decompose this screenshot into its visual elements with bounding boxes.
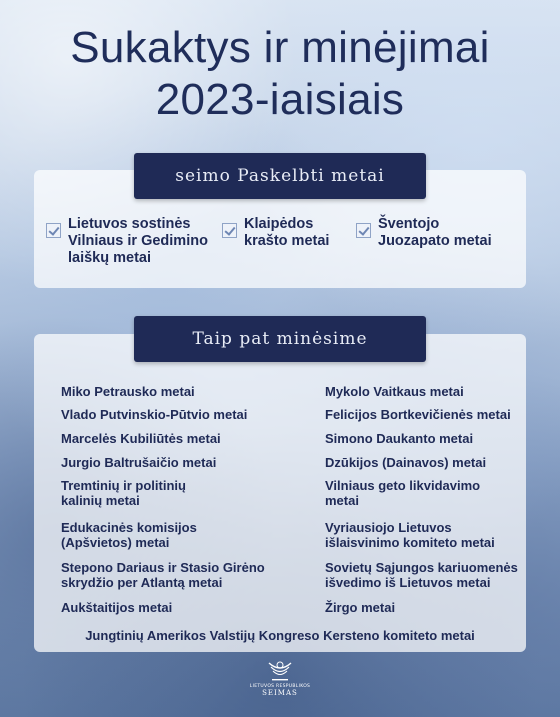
list-item-line: skrydžio per Atlantą metai — [61, 575, 223, 590]
list-item — [325, 520, 495, 550]
item-line: Vilniaus ir Gedimino — [68, 233, 208, 249]
list-item-line: Miko Petrausko metai — [61, 384, 195, 399]
list-item-line: Mykolo Vaitkaus metai — [325, 384, 464, 399]
title-line-1: Sukaktys ir minėjimai — [70, 23, 490, 72]
list-item — [61, 431, 221, 446]
declared-years-banner: seimo Paskelbti metai — [134, 153, 426, 199]
list-item-line: Tremtinių ir politinių — [61, 478, 186, 493]
list-item — [325, 407, 511, 422]
list-item-line: Felicijos Bortkevičienės metai — [325, 407, 511, 422]
list-item — [61, 520, 197, 550]
item-line: Klaipėdos — [244, 216, 314, 232]
list-item — [325, 600, 395, 615]
item-line: Šventojo — [378, 216, 440, 232]
seimas-logo — [244, 659, 316, 713]
list-item-line: kalinių metai — [61, 493, 140, 508]
list-item-line: išvedimo iš Lietuvos metai — [325, 575, 491, 590]
list-item — [61, 600, 172, 615]
item-line: krašto metai — [244, 233, 330, 249]
also-commemorated-banner: Taip pat minėsime — [134, 316, 426, 362]
list-item-line: Vyriausiojo Lietuvos — [325, 520, 452, 535]
logo-subtitle: LIETUVOS RESPUBLIKOS — [249, 684, 311, 689]
list-item-line: Žirgo metai — [325, 600, 396, 615]
list-item — [61, 478, 186, 508]
list-item-line: Marcelės Kubiliūtės metai — [61, 431, 221, 446]
list-item-line: Aukštaitijos metai — [61, 600, 173, 615]
list-item-line: išlaisvinimo komiteto metai — [325, 535, 495, 550]
list-item-line: Sovietų Sąjungos kariuomenės — [325, 560, 518, 575]
page-title — [0, 22, 560, 126]
item-line: Lietuvos sostinės — [68, 216, 191, 232]
declared-year-item — [222, 216, 329, 250]
checkbox-icon — [46, 223, 61, 238]
declared-year-item — [46, 216, 208, 267]
list-item — [61, 455, 216, 470]
list-item-line: Jurgio Baltrušaičio metai — [61, 455, 217, 470]
list-item-line: (Apšvietos) metai — [61, 535, 170, 550]
list-item — [61, 560, 265, 590]
list-item-line: Stepono Dariaus ir Stasio Girėno — [61, 560, 265, 575]
list-item — [61, 407, 247, 422]
list-item-line: Vilniaus geto likvidavimo — [325, 478, 481, 493]
checkbox-icon — [222, 223, 237, 238]
list-item — [325, 431, 473, 446]
list-item-line: metai — [325, 493, 359, 508]
logo-title: SEIMAS — [262, 689, 298, 697]
list-item — [325, 560, 518, 590]
list-item — [325, 455, 486, 470]
seimas-emblem-icon — [266, 659, 294, 683]
checkbox-icon — [356, 223, 371, 238]
item-line: Juozapato metai — [378, 233, 492, 249]
list-item-line: Simono Daukanto metai — [325, 431, 474, 446]
list-item — [325, 478, 480, 508]
list-item — [61, 384, 195, 399]
declared-year-item — [356, 216, 492, 250]
item-line: laiškų metai — [68, 250, 152, 266]
list-item-line: Edukacinės komisijos — [61, 520, 197, 535]
list-item-wide: Jungtinių Amerikos Valstijų Kongreso Kersteno komiteto metai — [85, 628, 475, 643]
title-line-2: 2023-iaisiais — [155, 75, 405, 124]
list-item — [325, 384, 464, 399]
list-item-line: Vlado Putvinskio-Pūtvio metai — [61, 407, 248, 422]
list-item-line: Dzūkijos (Dainavos) metai — [325, 455, 487, 470]
